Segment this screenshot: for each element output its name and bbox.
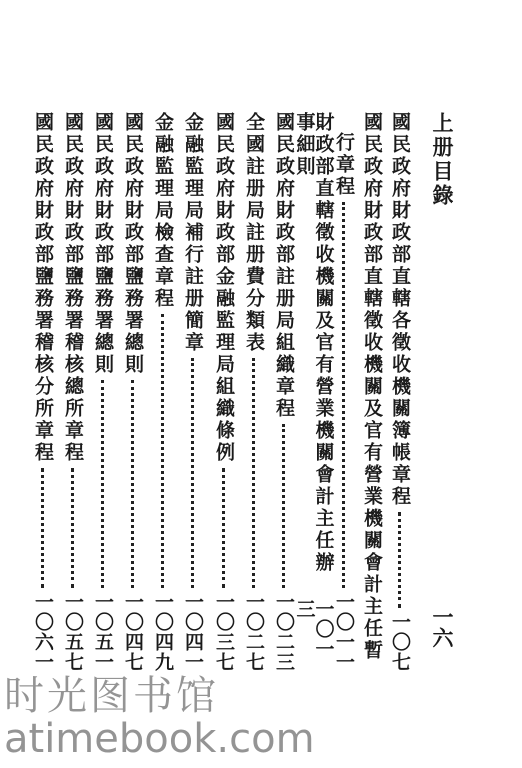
toc-entry[interactable]	[244, 112, 263, 672]
toc-entry[interactable]	[334, 112, 353, 672]
leader-dots	[252, 358, 255, 588]
entry-title: 國民政府財政部金融監理局組織條例	[213, 112, 235, 464]
toc-entry[interactable]	[153, 112, 172, 672]
entry-page: 一〇七	[389, 612, 411, 672]
watermark-url: atimebook.com	[4, 716, 315, 762]
toc-entry[interactable]	[293, 112, 335, 672]
entry-title: 財政部直轄徵收機關及官有營業機關會計主任辦事細則	[293, 112, 335, 574]
entry-title: 國民政府財政部直轄徵收機關及官有營業機關會計主任暫	[361, 112, 383, 662]
leader-dots	[161, 314, 164, 588]
leader-dots	[131, 380, 134, 588]
entry-title: 金融監理局檢查章程	[152, 112, 174, 310]
entry-title: 國民政府財政部直轄各徵收機關簿帳章程	[389, 112, 411, 508]
entry-title: 國民政府財政部鹽務署稽核分所章程	[32, 112, 54, 464]
toc-entry[interactable]	[33, 112, 52, 672]
entry-title: 國民政府財政部註册局組織章程	[273, 112, 295, 420]
entry-page: 一〇五一	[92, 592, 114, 672]
toc-entry[interactable]	[63, 112, 82, 672]
entry-page: 一〇四九	[152, 592, 174, 672]
entry-title: 行章程	[333, 132, 355, 198]
leader-dots	[191, 358, 194, 588]
leader-dots	[342, 202, 345, 588]
entry-page: 一〇三七	[213, 592, 235, 672]
entry-title: 全國註册局註册費分類表	[243, 112, 265, 354]
toc-entry[interactable]	[93, 112, 112, 672]
toc-heading-page: 一六	[430, 606, 455, 648]
leader-dots	[282, 424, 285, 588]
entry-page: 一〇四一	[182, 592, 204, 672]
entry-page: 一〇一一	[333, 592, 355, 672]
entry-title: 國民政府財政部鹽務署總則	[92, 112, 114, 376]
toc-entry[interactable]	[362, 112, 381, 672]
leader-dots	[101, 380, 104, 588]
leader-dots	[41, 468, 44, 588]
entry-page: 一〇二三	[273, 592, 295, 672]
entry-page: 一〇五七	[62, 592, 84, 672]
leader-dots	[71, 468, 74, 588]
entry-page: 一〇一三	[293, 599, 335, 660]
toc-entry[interactable]	[183, 112, 202, 672]
toc-entry[interactable]	[123, 112, 142, 672]
entry-page: 一〇二七	[243, 592, 265, 672]
toc-heading: 上册目錄	[430, 112, 455, 208]
toc-entry[interactable]	[390, 112, 409, 672]
entry-page: 一〇六一	[32, 592, 54, 672]
leader-dots	[398, 512, 401, 608]
entry-title: 金融監理局補行註册簡章	[182, 112, 204, 354]
entry-title: 國民政府財政部鹽務署總則	[122, 112, 144, 376]
entry-page: 一〇四七	[122, 592, 144, 672]
entry-title: 國民政府財政部鹽務署稽核總所章程	[62, 112, 84, 464]
watermark-text: 时光图书馆	[4, 673, 219, 719]
toc-entry[interactable]	[274, 112, 293, 672]
leader-dots	[222, 468, 225, 588]
toc-entry[interactable]	[214, 112, 233, 672]
